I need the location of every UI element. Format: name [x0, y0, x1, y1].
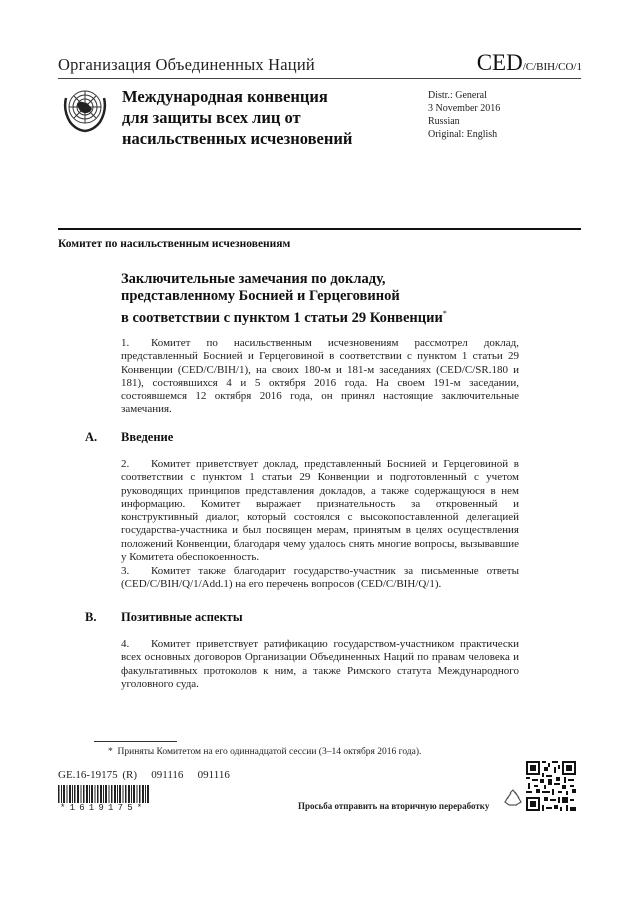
distribution-type: Distr.: General: [428, 90, 487, 101]
paragraph-text: Комитет приветствует доклад, представленный Боснией и Герцеговиной в соответствии с пунктом 1 статьи 29 Конвенции и подготовленный с учетом руководящих принципов представления докладов, а также содержащуюся в нем информацию. Комитет выражает признательность за откровенный и конструктивный диалог, который состоялся с высокопоставленной делегацией государства-участника и был посвящен мерам, принятым в целях осуществления положений Конвенции, благодаря чему удалось снять многие вопросы, вызывавшие у Комитета обеспокоенность.: [121, 458, 519, 564]
distribution-info: [428, 89, 500, 141]
barcode-number: *1619175*: [60, 803, 147, 813]
document-symbol: [477, 50, 582, 76]
recycle-notice: Просьба отправить на вторичную переработку: [298, 801, 490, 811]
document-title-line: представленному Боснией и Герцеговиной: [121, 288, 400, 304]
document-title-line-last: [121, 305, 447, 327]
section-title: Введение: [121, 430, 174, 444]
paragraph-4: [121, 638, 519, 691]
qr-code-icon: [526, 761, 576, 811]
footnote-text: Приняты Комитетом на его одиннадцатой сессии (3–14 октября 2016 года).: [117, 747, 422, 757]
recycle-icon: [503, 789, 523, 809]
paragraph-number: 3.: [121, 565, 130, 577]
section-heading-a: [85, 430, 173, 445]
convention-title-line: Международная конвенция: [122, 87, 328, 106]
document-date: 3 November 2016: [428, 103, 501, 114]
section-letter: B.: [85, 610, 97, 624]
committee-name: Комитет по насильственным исчезновениям: [58, 238, 291, 250]
paragraph-text: Комитет также благодарит государство-участник за письменные ответы (CED/C/BIH/Q/1/Add.1) на его перечень вопросов (CED/C/BIH/Q/1).: [121, 565, 519, 591]
document-title-line: в соответствии с пунктом 1 статьи 29 Конвенции: [121, 309, 443, 326]
symbol-main: CED: [476, 50, 523, 75]
original-language: Original: English: [428, 129, 498, 140]
document-title-line: Заключительные замечания по докладу,: [121, 271, 386, 287]
paragraph-2: [121, 458, 519, 564]
convention-title: [122, 86, 352, 149]
footnote-marker: *: [108, 747, 113, 757]
barcode-icon: [58, 785, 150, 803]
footnote-marker: *: [442, 309, 447, 318]
un-emblem-icon: [60, 84, 110, 134]
footnote-rule: [94, 741, 177, 742]
convention-title-line: для защиты всех лиц от: [122, 108, 301, 127]
paragraph-number: 1.: [121, 337, 130, 349]
document-language: Russian: [428, 116, 460, 127]
header-rule: [58, 78, 581, 79]
paragraph-3: [121, 565, 519, 592]
section-title: Позитивные аспекты: [121, 610, 243, 624]
paragraph-1: [121, 337, 519, 417]
document-title: [121, 271, 447, 327]
symbol-suffix: /C/BIH/CO/1: [522, 61, 582, 73]
paragraph-number: 4.: [121, 638, 130, 650]
committee-rule: [58, 228, 581, 230]
job-number: GE.16-19175 (R) 091116 091116: [58, 769, 230, 781]
section-heading-b: [85, 610, 243, 625]
paragraph-number: 2.: [121, 458, 130, 470]
convention-title-line: насильственных исчезновений: [122, 129, 353, 148]
paragraph-text: Комитет приветствует ратификацию государством-участником практически всех основных договоров Организации Объединенных Наций по правам человека и факультативных протоколов к ним, а также Римского статута Международного уголовного суда.: [121, 638, 519, 690]
organization-name: Организация Объединенных Наций: [58, 55, 315, 74]
section-letter: A.: [85, 430, 98, 444]
paragraph-text: Комитет по насильственным исчезновениям рассмотрел доклад, представленный Боснией и Герцеговиной в соответствии с пунктом 1 статьи 29 Конвенции (CED/C/BIH/1), на своих 180-м и 181-м заседаниях (CED/C/SR.180 и 181), состоявшихся 4 и 5 октября 2016 года. На своем 191-м заседании, состоявшемся 12 октября 2016 года, он принял настоящие заключительные замечания.: [121, 337, 519, 416]
footnote: [108, 747, 421, 757]
